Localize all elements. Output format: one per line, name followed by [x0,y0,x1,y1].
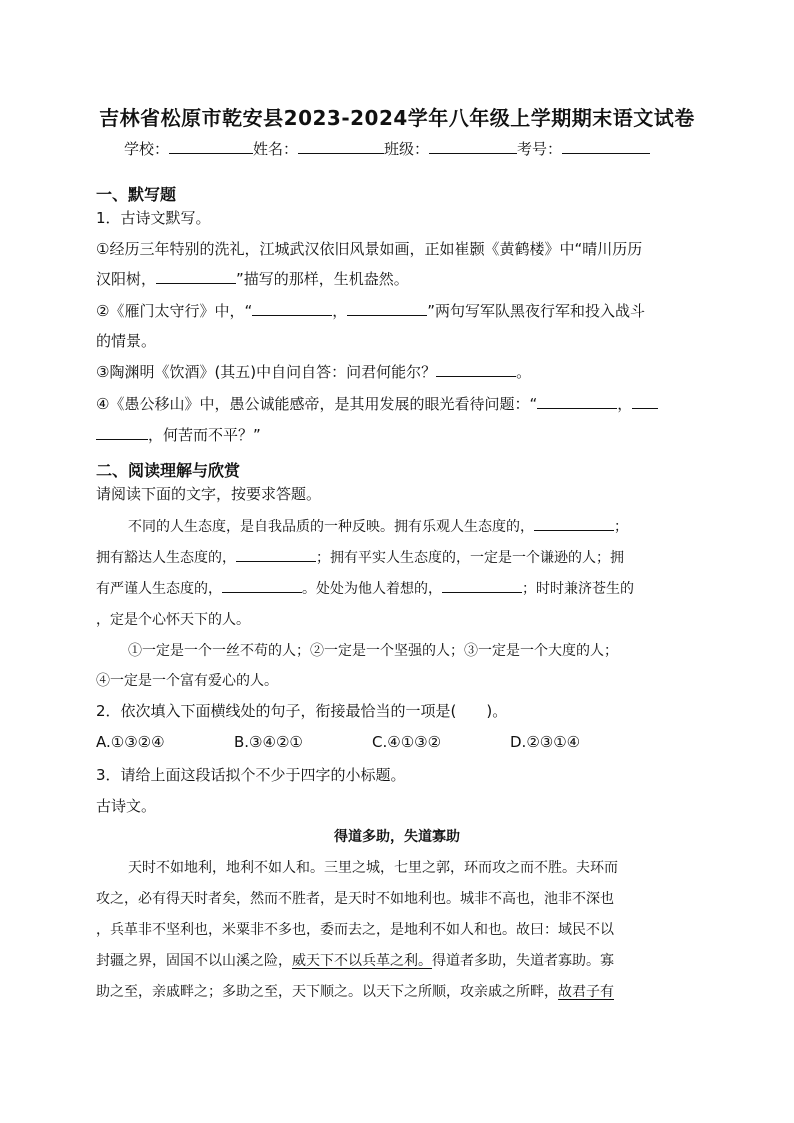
exam-no-label: 考号： [517,140,563,158]
name-label: 姓名： [253,140,299,158]
answer-blank[interactable] [96,425,148,440]
text: 封疆之界，固国不以山溪之险， [96,953,292,969]
choice-c[interactable]: C.④①③② [372,733,442,751]
text: ， [617,395,633,413]
answer-blank[interactable] [442,578,522,593]
classical-line-1: 天时不如地利，地利不如人和。三里之城，七里之郭，环而攻之而不胜。夫环而 [128,860,618,876]
fill-item-2-line-2: 的情景。 [96,332,157,350]
underlined-phrase: 故君子有 [558,984,614,1000]
classical-line-4 [96,950,614,970]
class-field[interactable] [429,139,517,154]
answer-blank[interactable] [156,269,236,284]
passage-line-2 [96,547,624,567]
text: ④《愚公移山》中，愚公诚能感帝，是其用发展的眼光看待问题：“ [96,395,538,413]
answer-choices [96,733,648,751]
text: ， [332,302,348,320]
text: 有严谨人生态度的， [96,581,222,597]
section-heading: 一、默写题 [96,185,177,204]
text: ”描写的那样，生机盎然。 [236,270,409,288]
text: 。处处为他人着想的， [302,581,442,597]
answer-blank[interactable] [534,516,614,531]
passage-line-3 [96,578,634,598]
text: 不同的人生态度，是自我品质的一种反映。拥有乐观人生态度的， [128,519,534,535]
options-line-2: ④一定是一个富有爱心的人。 [96,673,278,689]
name-field[interactable] [298,139,384,154]
question-1: 1．古诗文默写。 [96,209,211,227]
text: ，何苦而不平？” [148,426,261,444]
question-2: 2．依次填入下面横线处的句子，衔接最恰当的一项是( )。 [96,702,508,720]
class-label: 班级： [384,140,430,158]
text: ；拥有平实人生态度的，一定是一个谦逊的人；拥 [316,550,624,566]
classical-line-5 [96,981,614,1001]
fill-item-3 [96,361,531,382]
fill-item-1-line-1: ①经历三年特别的洗礼，江城武汉依旧风景如画，正如崔颢《黄鹤楼》中“晴川历历 [96,240,643,258]
fill-item-4-line-2 [96,424,261,445]
text: 汉阳树， [96,270,157,288]
answer-blank[interactable] [436,362,516,377]
text: 得道者多助，失道者寡助。寡 [432,953,614,969]
answer-blank[interactable] [252,301,332,316]
options-line-1: ①一定是一个一丝不苟的人；②一定是一个坚强的人；③一定是一个大度的人； [128,643,618,659]
underlined-phrase: 威天下不以兵革之利。 [292,953,432,969]
text: ； [614,519,628,535]
answer-blank[interactable] [222,578,302,593]
fill-item-2-line-1 [96,300,645,321]
passage-line-4: ，定是个心怀天下的人。 [96,612,250,628]
text: ；时时兼济苍生的 [522,581,634,597]
page-title: 吉林省松原市乾安县2023-2024学年八年级上学期期末语文试卷 [99,106,695,130]
choice-b[interactable]: B.③④②① [234,733,303,751]
text: ”两句写军队黑夜行军和投入战斗 [427,302,646,320]
classical-line-2: 攻之，必有得天时者矣，然而不胜者，是天时不如地利也。城非不高也，池非不深也 [96,891,614,907]
exam-no-field[interactable] [562,139,650,154]
text: 。 [516,363,532,381]
text: 助之至，亲戚畔之；多助之至，天下顺之。以天下之所顺，攻亲戚之所畔， [96,984,558,1000]
classical-intro: 古诗文。 [96,797,157,815]
choice-d[interactable]: D.②③①④ [510,733,581,751]
school-field[interactable] [169,139,253,154]
fill-item-4-line-1 [96,393,658,414]
passage-line-1 [128,516,628,536]
answer-blank[interactable] [236,547,316,562]
answer-blank[interactable] [347,301,427,316]
text: ③陶渊明《饮酒》(其五)中自问自答：问君何能尔？ [96,363,437,381]
answer-blank[interactable] [632,394,658,409]
classical-line-3: ，兵革非不坚利也，米粟非不多也，委而去之，是地利不如人和也。故曰：域民不以 [96,922,614,938]
section-heading: 二、阅读理解与欣赏 [96,461,241,480]
text: 拥有豁达人生态度的， [96,550,236,566]
school-label: 学校： [124,140,170,158]
question-3: 3．请给上面这段话拟个不少于四字的小标题。 [96,766,406,784]
text: ②《雁门太守行》中，“ [96,302,253,320]
fill-item-1-line-2 [96,268,409,289]
answer-blank[interactable] [537,394,617,409]
classical-title: 得道多助，失道寡助 [334,829,460,845]
reading-instruction: 请阅读下面的文字，按要求答题。 [96,485,322,503]
choice-a[interactable]: A.①③②④ [96,733,165,751]
student-info-row [124,138,650,159]
